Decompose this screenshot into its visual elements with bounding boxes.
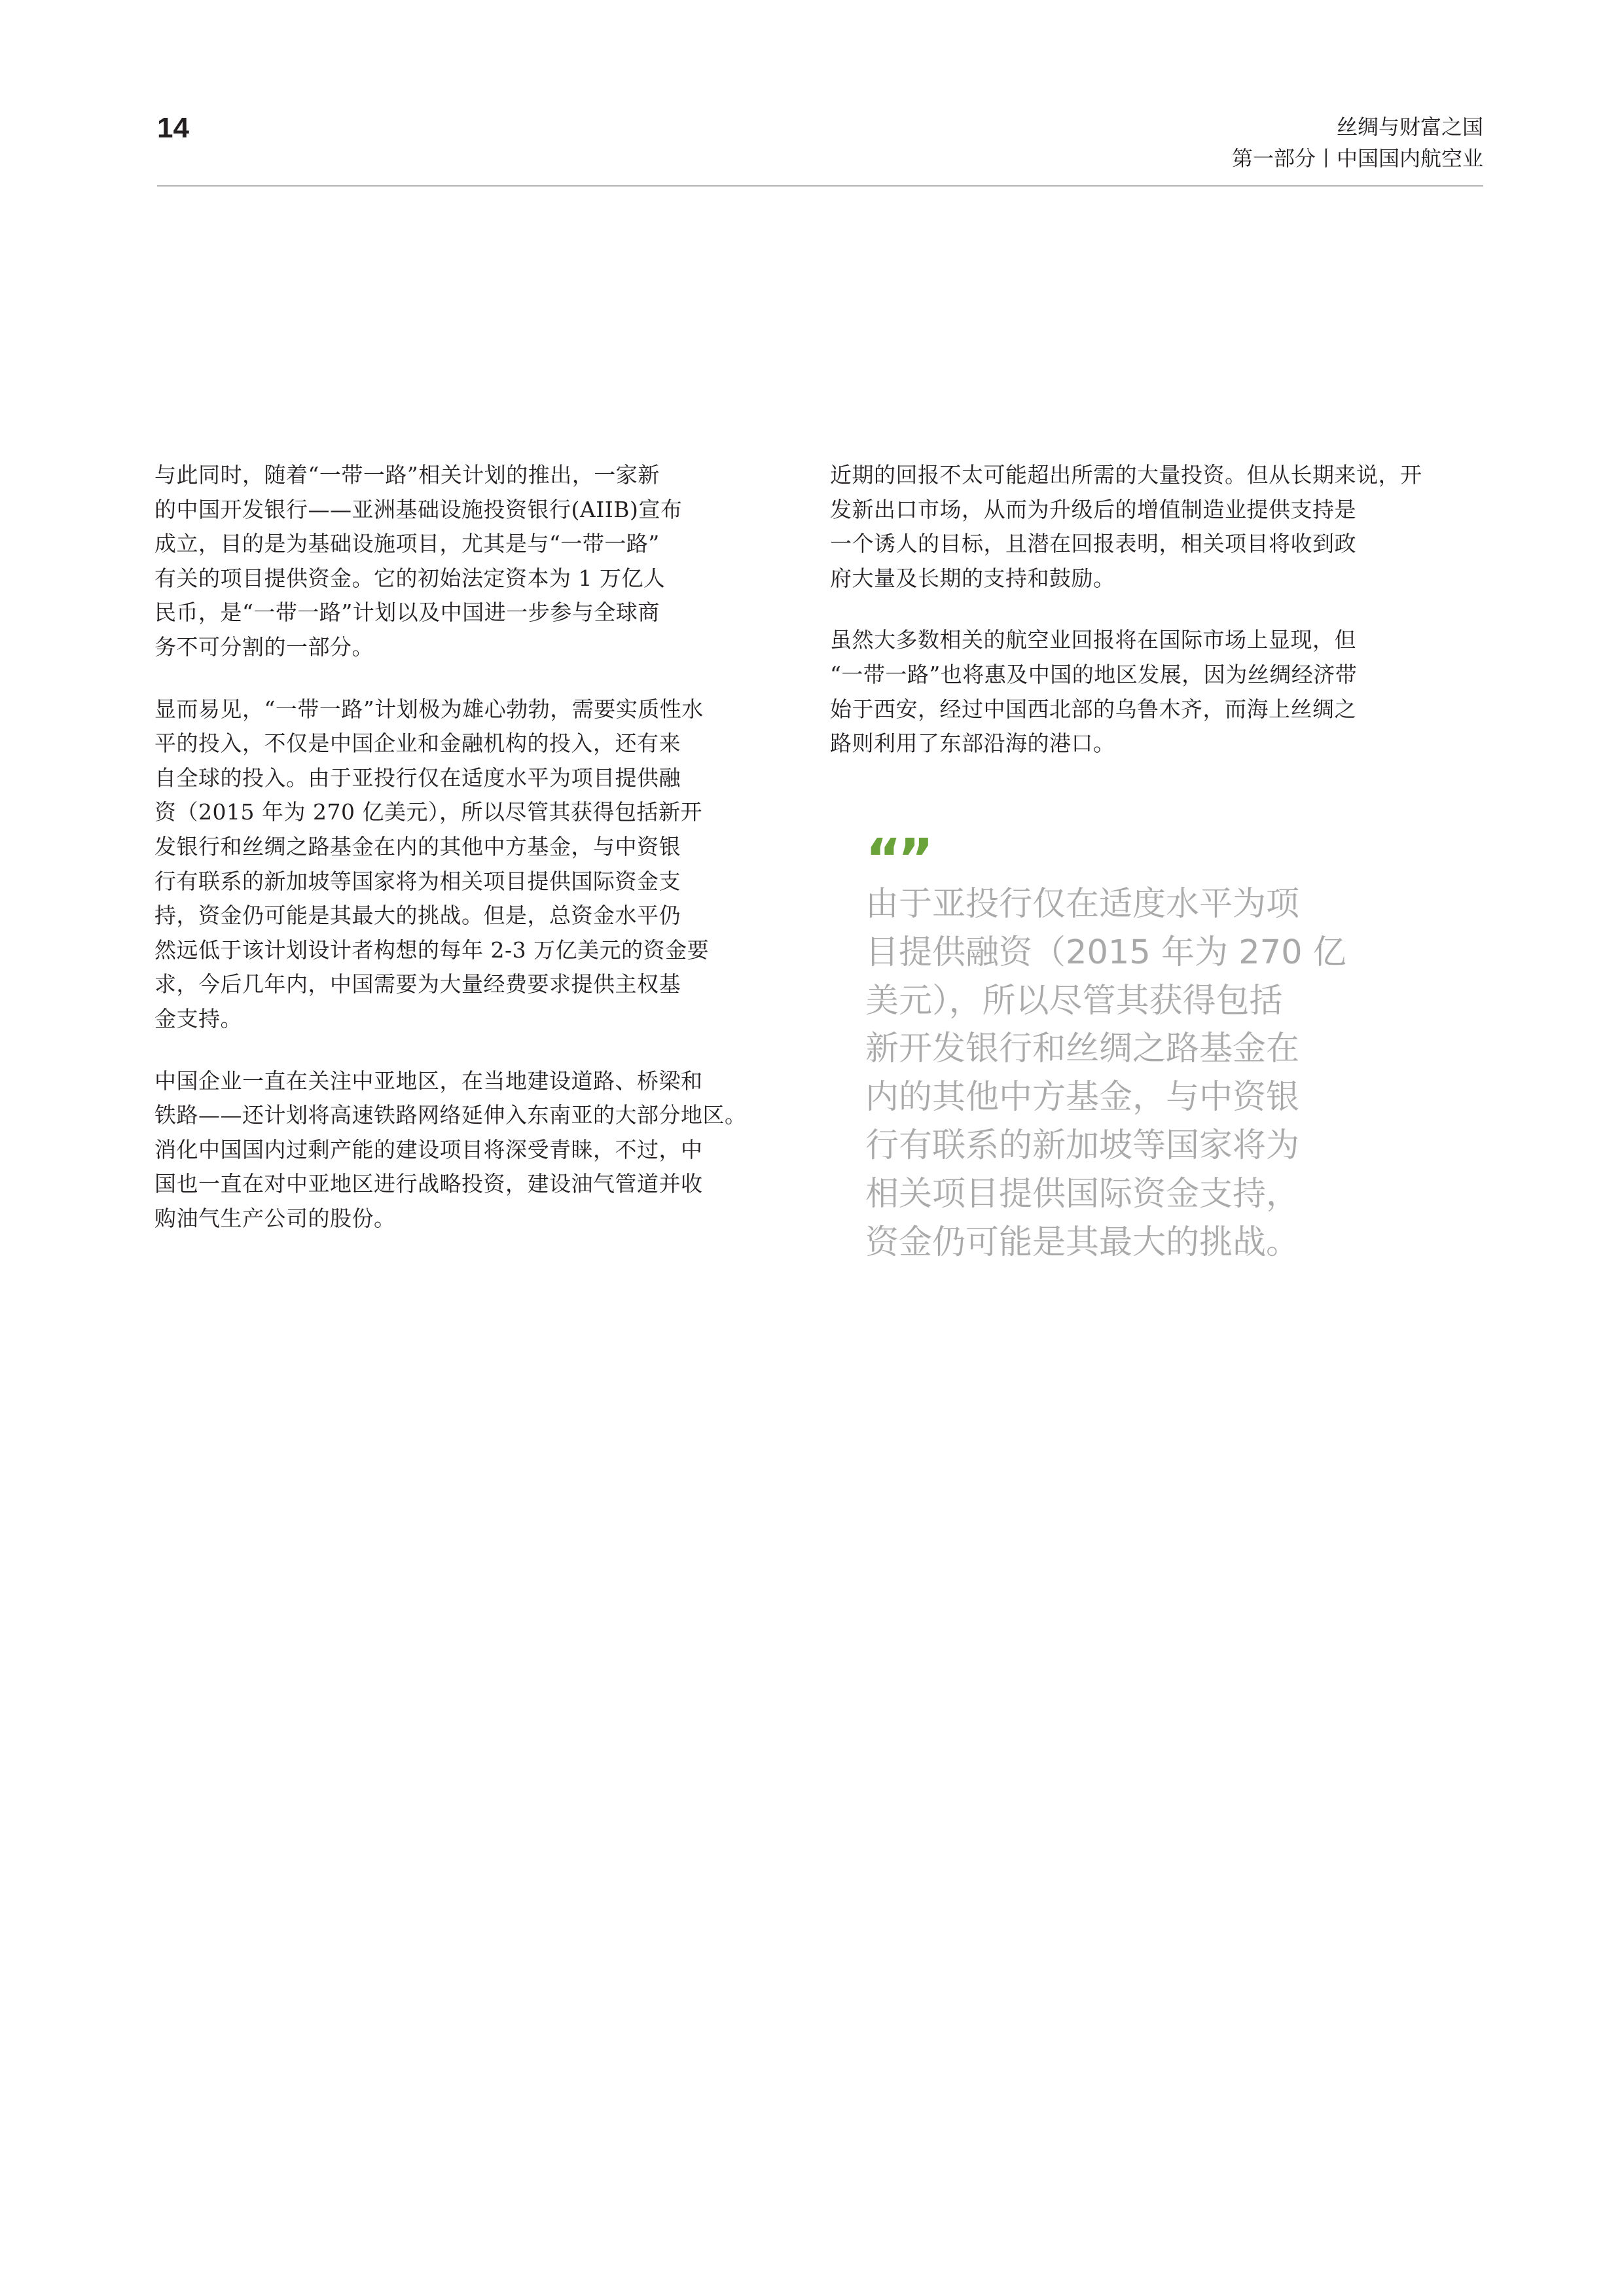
pull-quote	[865, 834, 1468, 1266]
section-title: 第一部分丨中国国内航空业	[1231, 146, 1483, 171]
paragraph: 与此同时，随着“一带一路”相关计划的推出，一家新 的中国开发银行——亚洲基础设施投资银行(AIIB)宣布 成立，目的是为基础设施项目，尤其是与“一带一路” 有关的项目提供资金。它的初始法定资本为 1 万亿人 民币，是“一带一路”计划以及中国进一步参与全球商 务不可分割的一部分。	[154, 462, 683, 660]
pull-quote-text: 由于亚投行仅在适度水平为项 目提供融资（2015 年为 270 亿 美元），所以尽管其获得包括 新开发银行和丝绸之路基金在 内的其他中方基金，与中资银 行有联系的新加坡等国家将为 相关项目提供国际资金支持， 资金仍可能是其最大的挑战。	[865, 885, 1346, 1262]
right-column	[830, 458, 1485, 789]
paragraph: 显而易见，“一带一路”计划极为雄心勃勃，需要实质性水 平的投入，不仅是中国企业和金融机构的投入，还有来 自全球的投入。由于亚投行仅在适度水平为项目提供融 资（2015 年为 270 亿美元），所以尽管其获得包括新开 发银行和丝绸之路基金在内的其他中方基金，与中资银 行有联系的新加坡等国家将为相关项目提供国际资金支 持，资金仍可能是其最大的挑战。但是，总资金水平仍 然远低于该计划设计者构想的每年 2-3 万亿美元的资金要 求，今后几年内，中国需要为大量经费要求提供主权基 金支持。	[154, 696, 710, 1031]
quote-mark-icon: “”	[865, 834, 930, 875]
page-number: 14	[157, 112, 189, 144]
paragraph: 中国企业一直在关注中亚地区，在当地建设道路、桥梁和 铁路——还计划将高速铁路网络延伸入东南亚的大部分地区。 消化中国国内过剩产能的建设项目将深受青睐，不过，中 国也一直在对中亚地区进行战略投资，建设油气管道并收 购油气生产公司的股份。	[154, 1067, 747, 1231]
paragraph: 近期的回报不太可能超出所需的大量投资。但从长期来说，开 发新出口市场，从而为升级后的增值制造业提供支持是 一个诱人的目标，且潜在回报表明，相关项目将收到政 府大量及长期的支持和鼓励。	[830, 462, 1422, 591]
left-column	[154, 458, 780, 1263]
header-rule	[157, 185, 1483, 187]
running-header	[1232, 111, 1483, 174]
publication-title: 丝绸与财富之国	[1336, 115, 1483, 139]
paragraph: 虽然大多数相关的航空业回报将在国际市场上显现，但 “一带一路”也将惠及中国的地区发展，因为丝绸经济带 始于西安，经过中国西北部的乌鲁木齐，而海上丝绸之 路则利用了东部沿海的港口。	[830, 627, 1358, 757]
